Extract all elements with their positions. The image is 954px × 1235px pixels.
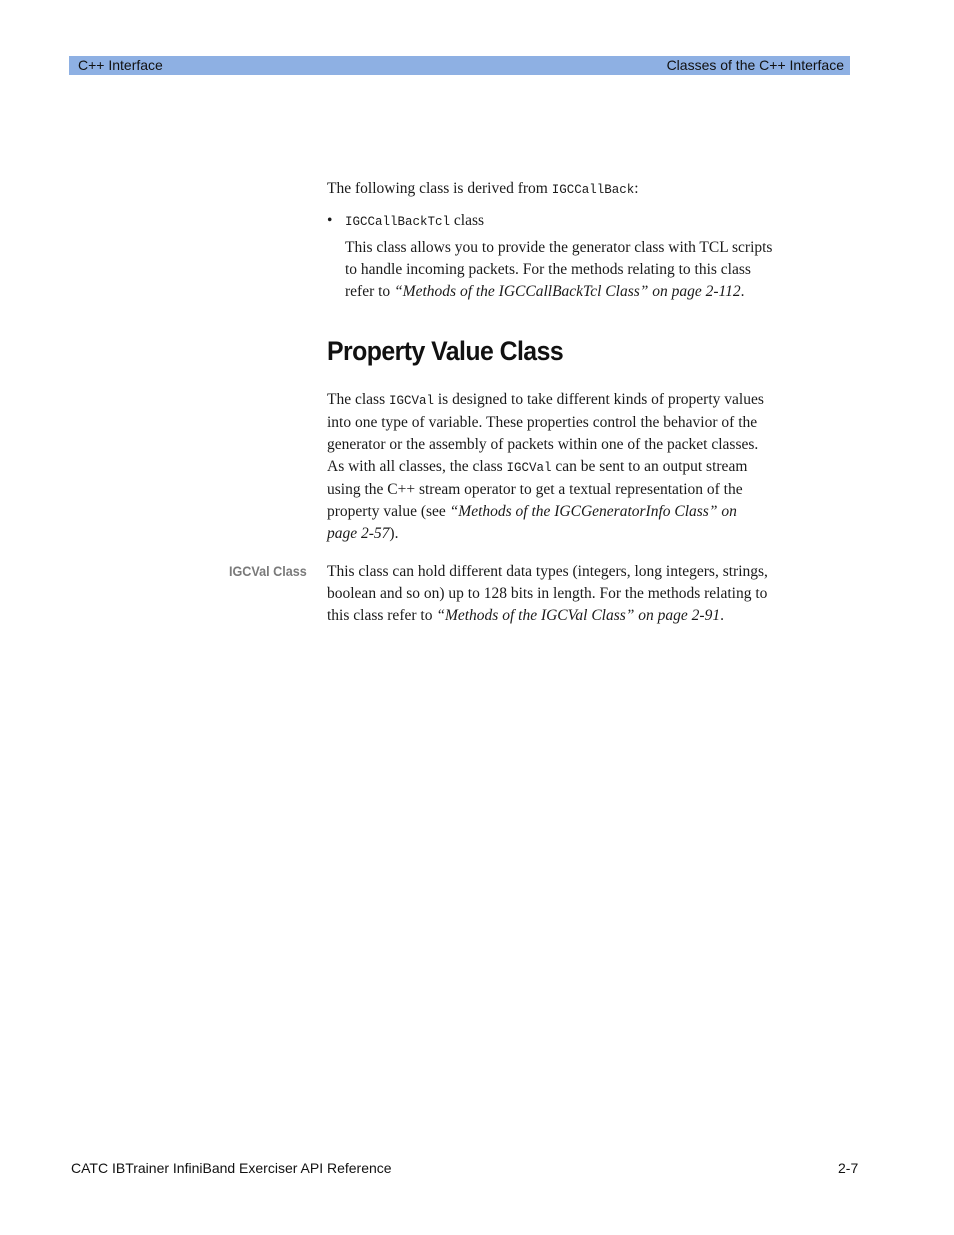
intro-text: The following class is derived from [327,180,552,197]
intro-code: IGCCallBack [551,183,635,197]
section-code-1: IGCVal [388,394,434,408]
section-text-a: The class [327,391,389,408]
section-code-2: IGCVal [506,461,552,475]
side-suffix: . [720,607,724,624]
side-line-1: This class can hold different data types (integers, long integers, strings, [327,563,768,580]
header-section: Classes of the C++ Interface [666,57,844,73]
section-text-b: is designed to take different kinds of property values [434,391,764,408]
generator-info-link[interactable]: “Methods of the IGCGeneratorInfo Class” on [449,503,737,520]
intro-suffix: : [634,180,639,197]
running-header [69,56,850,75]
bullet-description [345,237,845,303]
bullet-code: IGCCallBackTcl [345,215,451,229]
section-text-end: ). [389,525,399,542]
section-text-e: As with all classes, the class [327,458,507,475]
side-paragraph [327,561,847,627]
generator-info-link-page[interactable]: page 2-57 [327,525,390,542]
bullet-desc-line1: This class allows you to provide the generator class with TCL scripts [345,239,773,256]
section-text-h: property value (see [327,503,450,520]
bullet-desc-line3: refer to [345,283,395,300]
section-text-c: into one type of variable. These properties control the behavior of the [327,414,758,431]
side-line-2: boolean and so on) up to 128 bits in length. For the methods relating to [327,585,768,602]
intro-paragraph [327,178,847,201]
bullet-icon: • [327,212,333,229]
section-text-f: can be sent to an output stream [551,458,748,475]
section-title: Property Value Class [327,336,564,366]
section-text-g: using the C++ stream operator to get a textual representation of the [327,481,743,498]
igcval-methods-link[interactable]: “Methods of the IGCVal Class” on page 2-91 [436,607,721,624]
section-text-d: generator or the assembly of packets within one of the packet classes. [327,436,759,453]
bullet-label [345,210,484,233]
bullet-class-word: class [450,212,485,229]
footer-title: CATC IBTrainer InfiniBand Exerciser API Reference [71,1160,392,1176]
bullet-desc-line2: to handle incoming packets. For the methods relating to this class [345,261,751,278]
header-chapter: C++ Interface [78,57,163,73]
bullet-desc-suffix: . [740,283,745,300]
side-heading: IGCVal Class [229,563,307,579]
callback-tcl-link[interactable]: “Methods of the IGCCallBackTcl Class” on page 2-112 [394,283,741,300]
page-number: 2-7 [838,1160,859,1176]
section-paragraph [327,389,847,545]
side-line-3: this class refer to [327,607,437,624]
